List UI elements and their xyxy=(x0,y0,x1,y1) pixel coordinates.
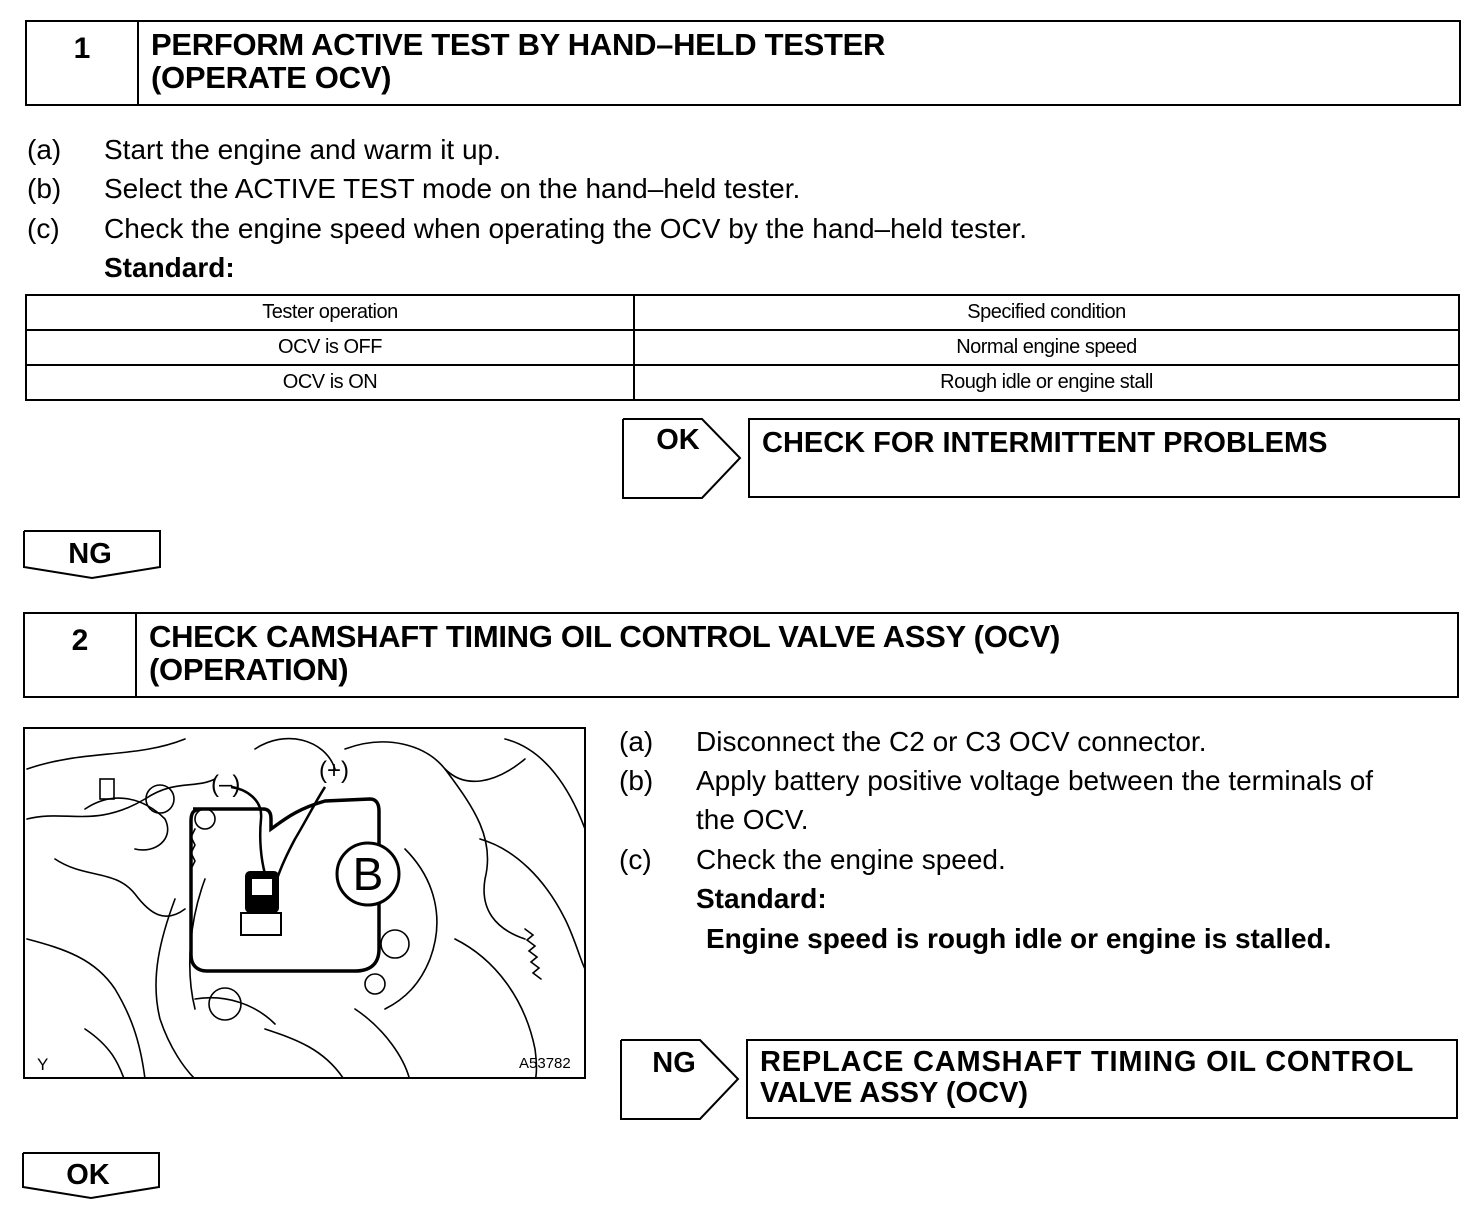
step-1-standard-label: Standard: xyxy=(104,252,235,283)
step-2-ng-result xyxy=(746,1039,1458,1119)
step-2-ng-label: NG xyxy=(652,1047,696,1079)
item-text: Disconnect the C2 or C3 OCV connector. xyxy=(696,726,1207,757)
item-text: Start the engine and warm it up. xyxy=(104,134,501,165)
standard-table xyxy=(25,294,1460,401)
step-1-ok-label: OK xyxy=(656,424,700,456)
step-1-title xyxy=(151,28,885,94)
table-row xyxy=(26,365,1459,400)
negative-terminal-label: (–) xyxy=(211,771,241,798)
step-2-title-line2: (OPERATION) xyxy=(149,652,349,687)
positive-terminal-label: (+) xyxy=(319,757,349,784)
table-row xyxy=(26,330,1459,365)
figure-corner-letter: Y xyxy=(37,1055,49,1074)
table-header-tester-operation: Tester operation xyxy=(26,295,634,330)
step-2-standard-label: Standard: xyxy=(696,883,827,914)
step-2-item-b-continued: the OCV. xyxy=(696,804,809,835)
item-label: (c) xyxy=(27,213,60,244)
table-cell: Rough idle or engine stall xyxy=(634,365,1459,400)
item-label: (b) xyxy=(27,173,62,204)
connector-letter-badge: B xyxy=(352,848,384,900)
table-cell: OCV is ON xyxy=(26,365,634,400)
step-1-title-line1: PERFORM ACTIVE TEST BY HAND–HELD TESTER xyxy=(151,27,886,62)
item-text: Check the engine speed. xyxy=(696,844,1006,875)
step-1-title-line2: (OPERATE OCV) xyxy=(151,60,392,95)
table-cell: OCV is OFF xyxy=(26,330,634,365)
step-1-ok-result: CHECK FOR INTERMITTENT PROBLEMS xyxy=(748,418,1460,498)
ng-result-line1: REPLACE CAMSHAFT TIMING OIL CONTROL xyxy=(760,1046,1415,1078)
step-2-header xyxy=(23,612,1459,698)
step-2-number: 2 xyxy=(25,614,137,696)
item-text: Apply battery positive voltage between the terminals of xyxy=(696,765,1374,796)
figure-code: A53782 xyxy=(519,1055,571,1072)
step-2-title xyxy=(149,620,1060,686)
step-2-title-line1: CHECK CAMSHAFT TIMING OIL CONTROL VALVE ASSY (OCV) xyxy=(149,619,1061,654)
table-header-row xyxy=(26,295,1459,330)
step-2-standard-value: Engine speed is rough idle or engine is stalled. xyxy=(706,923,1332,954)
step-1-header xyxy=(25,20,1461,106)
item-label: (c) xyxy=(619,844,652,875)
engine-line-drawing xyxy=(25,729,586,1079)
step-1-ng-label: NG xyxy=(68,538,112,570)
ocv-connector-figure xyxy=(23,727,586,1079)
step-2-ok-label: OK xyxy=(66,1159,110,1191)
step-1-number: 1 xyxy=(27,22,139,104)
table-header-specified-condition: Specified condition xyxy=(634,295,1459,330)
item-label: (b) xyxy=(619,765,654,796)
item-text: Check the engine speed when operating the OCV by the hand–held tester. xyxy=(104,213,1028,244)
ng-result-line2: VALVE ASSY (OCV) xyxy=(760,1077,1029,1109)
item-label: (a) xyxy=(27,134,62,165)
item-text: Select the ACTIVE TEST mode on the hand–held tester. xyxy=(104,173,801,204)
item-label: (a) xyxy=(619,726,654,757)
table-cell: Normal engine speed xyxy=(634,330,1459,365)
